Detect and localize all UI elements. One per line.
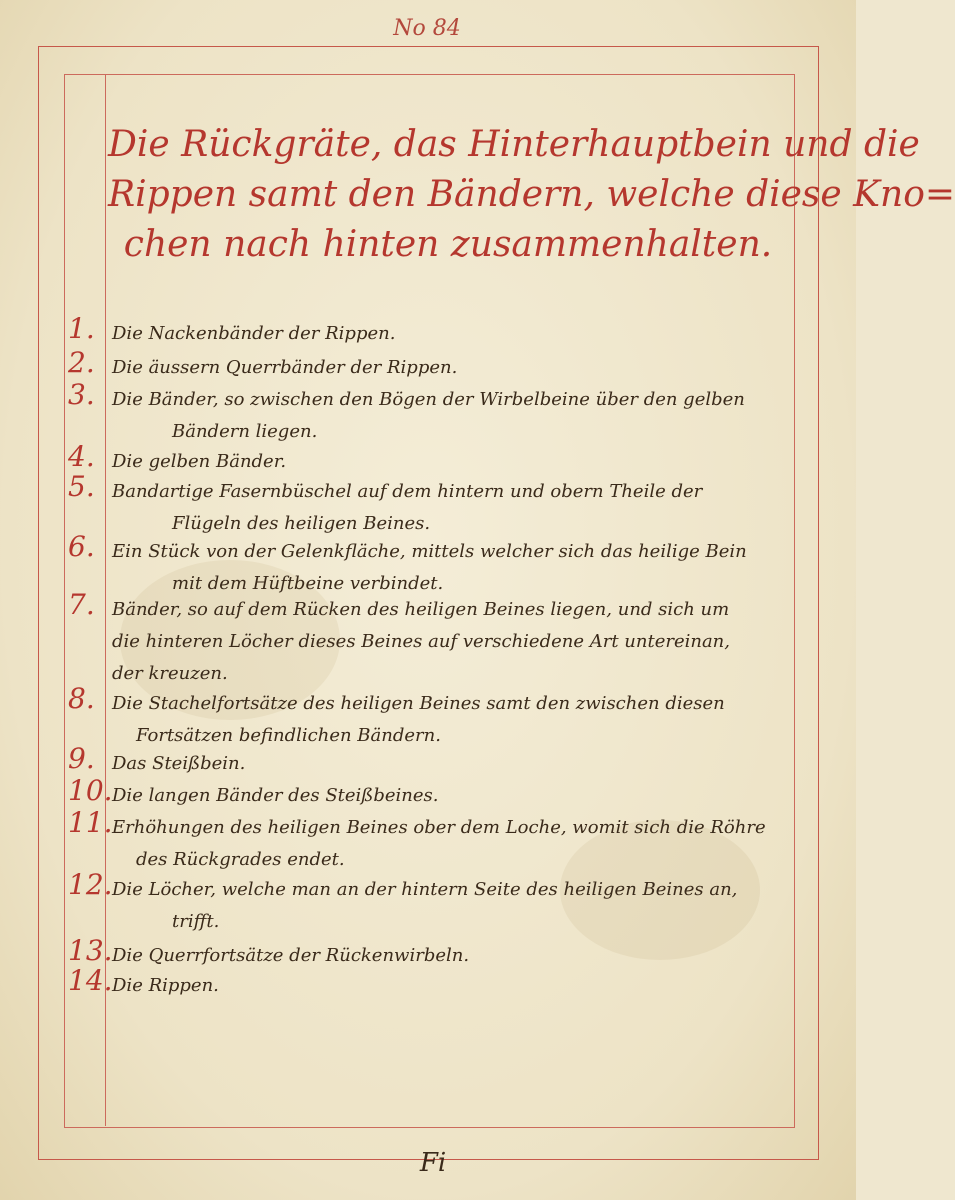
item-text: [112, 384, 802, 448]
item-line: Bändern liegen.: [172, 421, 318, 442]
item-line: Bandartige Fasernbüschel auf dem hintern und obern Theile der: [112, 481, 703, 502]
item-number: 6.: [68, 530, 95, 563]
item-line: mit dem Hüftbeine verbindet.: [172, 573, 444, 594]
item-text: [112, 446, 802, 478]
folio-number: No 84: [393, 16, 461, 41]
item-line: der kreuzen.: [112, 663, 228, 684]
item-text: [112, 536, 802, 600]
item-line: Bänder, so auf dem Rücken des heiligen Beines liegen, und sich um: [112, 599, 730, 620]
page-title: [108, 120, 955, 270]
title-line: Die Rückgräte, das Hinterhauptbein und die: [108, 124, 920, 165]
item-number: 3.: [68, 378, 95, 411]
item-line: Die Bänder, so zwischen den Bögen der Wirbelbeine über den gelben: [112, 389, 745, 410]
item-number: 14.: [68, 964, 113, 997]
item-text: [112, 874, 802, 938]
item-number: 5.: [68, 470, 95, 503]
item-line: Ein Stück von der Gelenkfläche, mittels welcher sich das heilige Bein: [112, 541, 747, 562]
item-text: [112, 748, 802, 780]
item-line: Die Querrfortsätze der Rückenwirbeln.: [112, 945, 470, 966]
item-text: [112, 476, 802, 540]
item-line: Die äussern Querrbänder der Rippen.: [112, 357, 458, 378]
item-line: des Rückgrades endet.: [136, 849, 345, 870]
item-line: Die Löcher, welche man an der hintern Seite des heiligen Beines an,: [112, 879, 738, 900]
item-line: Die Stachelfortsätze des heiligen Beines samt den zwischen diesen: [112, 693, 725, 714]
item-line: Erhöhungen des heiligen Beines ober dem Loche, womit sich die Röhre: [112, 817, 766, 838]
item-number: 11.: [68, 806, 113, 839]
item-text: [112, 970, 802, 1002]
item-line: Die langen Bänder des Steißbeines.: [112, 785, 439, 806]
item-text: [112, 318, 802, 350]
item-number: 13.: [68, 934, 113, 967]
item-line: Das Steißbein.: [112, 753, 246, 774]
item-text: [112, 940, 802, 972]
title-line: Rippen samt den Bändern, welche diese Kno=: [108, 174, 955, 215]
item-line: Flügeln des heiligen Beines.: [172, 513, 431, 534]
item-number: 7.: [68, 588, 95, 621]
item-text: [112, 688, 802, 752]
item-line: trifft.: [172, 911, 220, 932]
item-line: Die Nackenbänder der Rippen.: [112, 323, 396, 344]
item-line: Die gelben Bänder.: [112, 451, 287, 472]
item-text: [112, 352, 802, 384]
item-line: die hinteren Löcher dieses Beines auf verschiedene Art untereinan,: [112, 631, 730, 652]
item-number: 8.: [68, 682, 95, 715]
item-line: Die Rippen.: [112, 975, 219, 996]
signature: Fi: [419, 1148, 447, 1178]
item-text: [112, 812, 802, 876]
item-number: 10.: [68, 774, 113, 807]
item-number: 12.: [68, 868, 113, 901]
title-line: chen nach hinten zusammenhalten.: [123, 224, 773, 265]
item-text: [112, 780, 802, 812]
item-text: [112, 594, 802, 690]
item-number: 1.: [68, 312, 95, 345]
item-number: 2.: [68, 346, 95, 379]
item-number: 4.: [68, 440, 95, 473]
item-line: Fortsätzen befindlichen Bändern.: [136, 725, 441, 746]
item-number: 9.: [68, 742, 95, 775]
